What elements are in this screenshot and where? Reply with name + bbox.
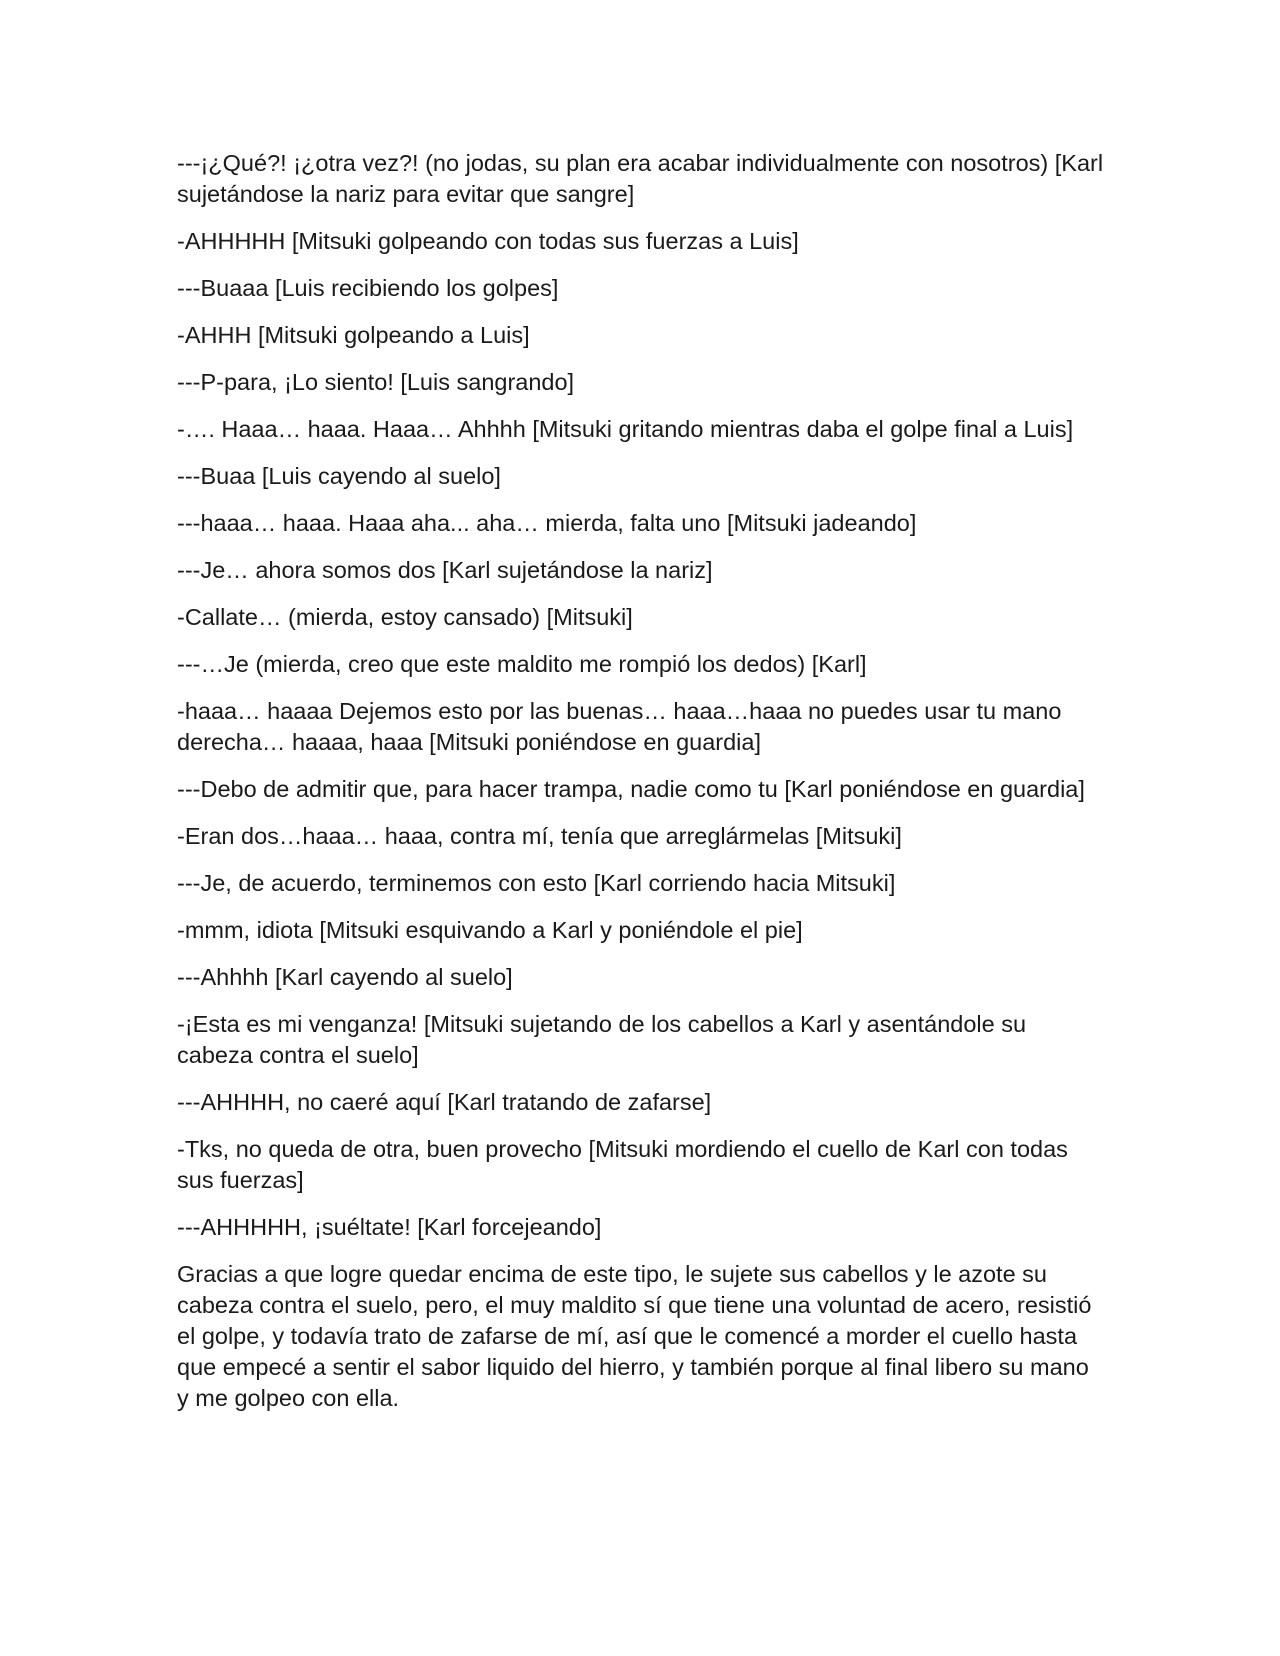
dialogue-line: ---Je… ahora somos dos [Karl sujetándose la nariz] [177, 557, 713, 583]
dialogue-line: ---Je, de acuerdo, terminemos con esto [Karl corriendo hacia Mitsuki] [177, 870, 896, 896]
dialogue-line: -Callate… (mierda, estoy cansado) [Mitsuki] [177, 604, 633, 630]
dialogue-line: ---¡¿Qué?! ¡¿otra vez?! (no jodas, su plan era acabar individualmente con nosotros) [Karl sujetándose la nariz para evitar que sangre] [177, 150, 1104, 207]
dialogue-line: ---AHHHH, no caeré aquí [Karl tratando de zafarse] [177, 1089, 712, 1115]
dialogue-line: ---…Je (mierda, creo que este maldito me rompió los dedos) [Karl] [177, 651, 867, 677]
dialogue-line: -Tks, no queda de otra, buen provecho [Mitsuki mordiendo el cuello de Karl con todas sus fuerzas] [177, 1136, 1068, 1193]
dialogue-line: -mmm, idiota [Mitsuki esquivando a Karl y poniéndole el pie] [177, 917, 803, 943]
dialogue-line: ---Buaa [Luis cayendo al suelo] [177, 463, 501, 489]
dialogue-line: -¡Esta es mi venganza! [Mitsuki sujetando de los cabellos a Karl y asentándole su cabeza contra el suelo] [177, 1011, 1027, 1068]
dialogue-line: -…. Haaa… haaa. Haaa… Ahhhh [Mitsuki gritando mientras daba el golpe final a Luis] [177, 416, 1074, 442]
dialogue-line: ---Buaaa [Luis recibiendo los golpes] [177, 275, 559, 301]
dialogue-line: -haaa… haaaa Dejemos esto por las buenas… haaa…haaa no puedes usar tu mano derecha… haaaa, haaa [Mitsuki poniéndose en guardia] [177, 698, 1062, 755]
dialogue-line: -AHHH [Mitsuki golpeando a Luis] [177, 322, 530, 348]
narration-paragraph: Gracias a que logre quedar encima de este tipo, le sujete sus cabellos y le azote su cabeza contra el suelo, pero, el muy maldito sí que tiene una voluntad de acero, resistió el golpe, y todavía trato de zafarse de mí, así que le comencé a morder el cuello hasta que empecé a sentir el sabor liquido del hierro, y también porque al final libero su mano y me golpeo con ella. [177, 1261, 1092, 1411]
dialogue-line: ---Ahhhh [Karl cayendo al suelo] [177, 964, 513, 990]
document-body [177, 148, 1107, 1430]
dialogue-line: -AHHHHH [Mitsuki golpeando con todas sus fuerzas a Luis] [177, 228, 799, 254]
dialogue-line: ---Debo de admitir que, para hacer trampa, nadie como tu [Karl poniéndose en guardia] [177, 776, 1085, 802]
dialogue-line: ---haaa… haaa. Haaa aha... aha… mierda, falta uno [Mitsuki jadeando] [177, 510, 917, 536]
dialogue-line: ---AHHHHH, ¡suéltate! [Karl forcejeando] [177, 1214, 602, 1240]
dialogue-line: ---P-para, ¡Lo siento! [Luis sangrando] [177, 369, 575, 395]
dialogue-line: -Eran dos…haaa… haaa, contra mí, tenía que arreglármelas [Mitsuki] [177, 823, 902, 849]
